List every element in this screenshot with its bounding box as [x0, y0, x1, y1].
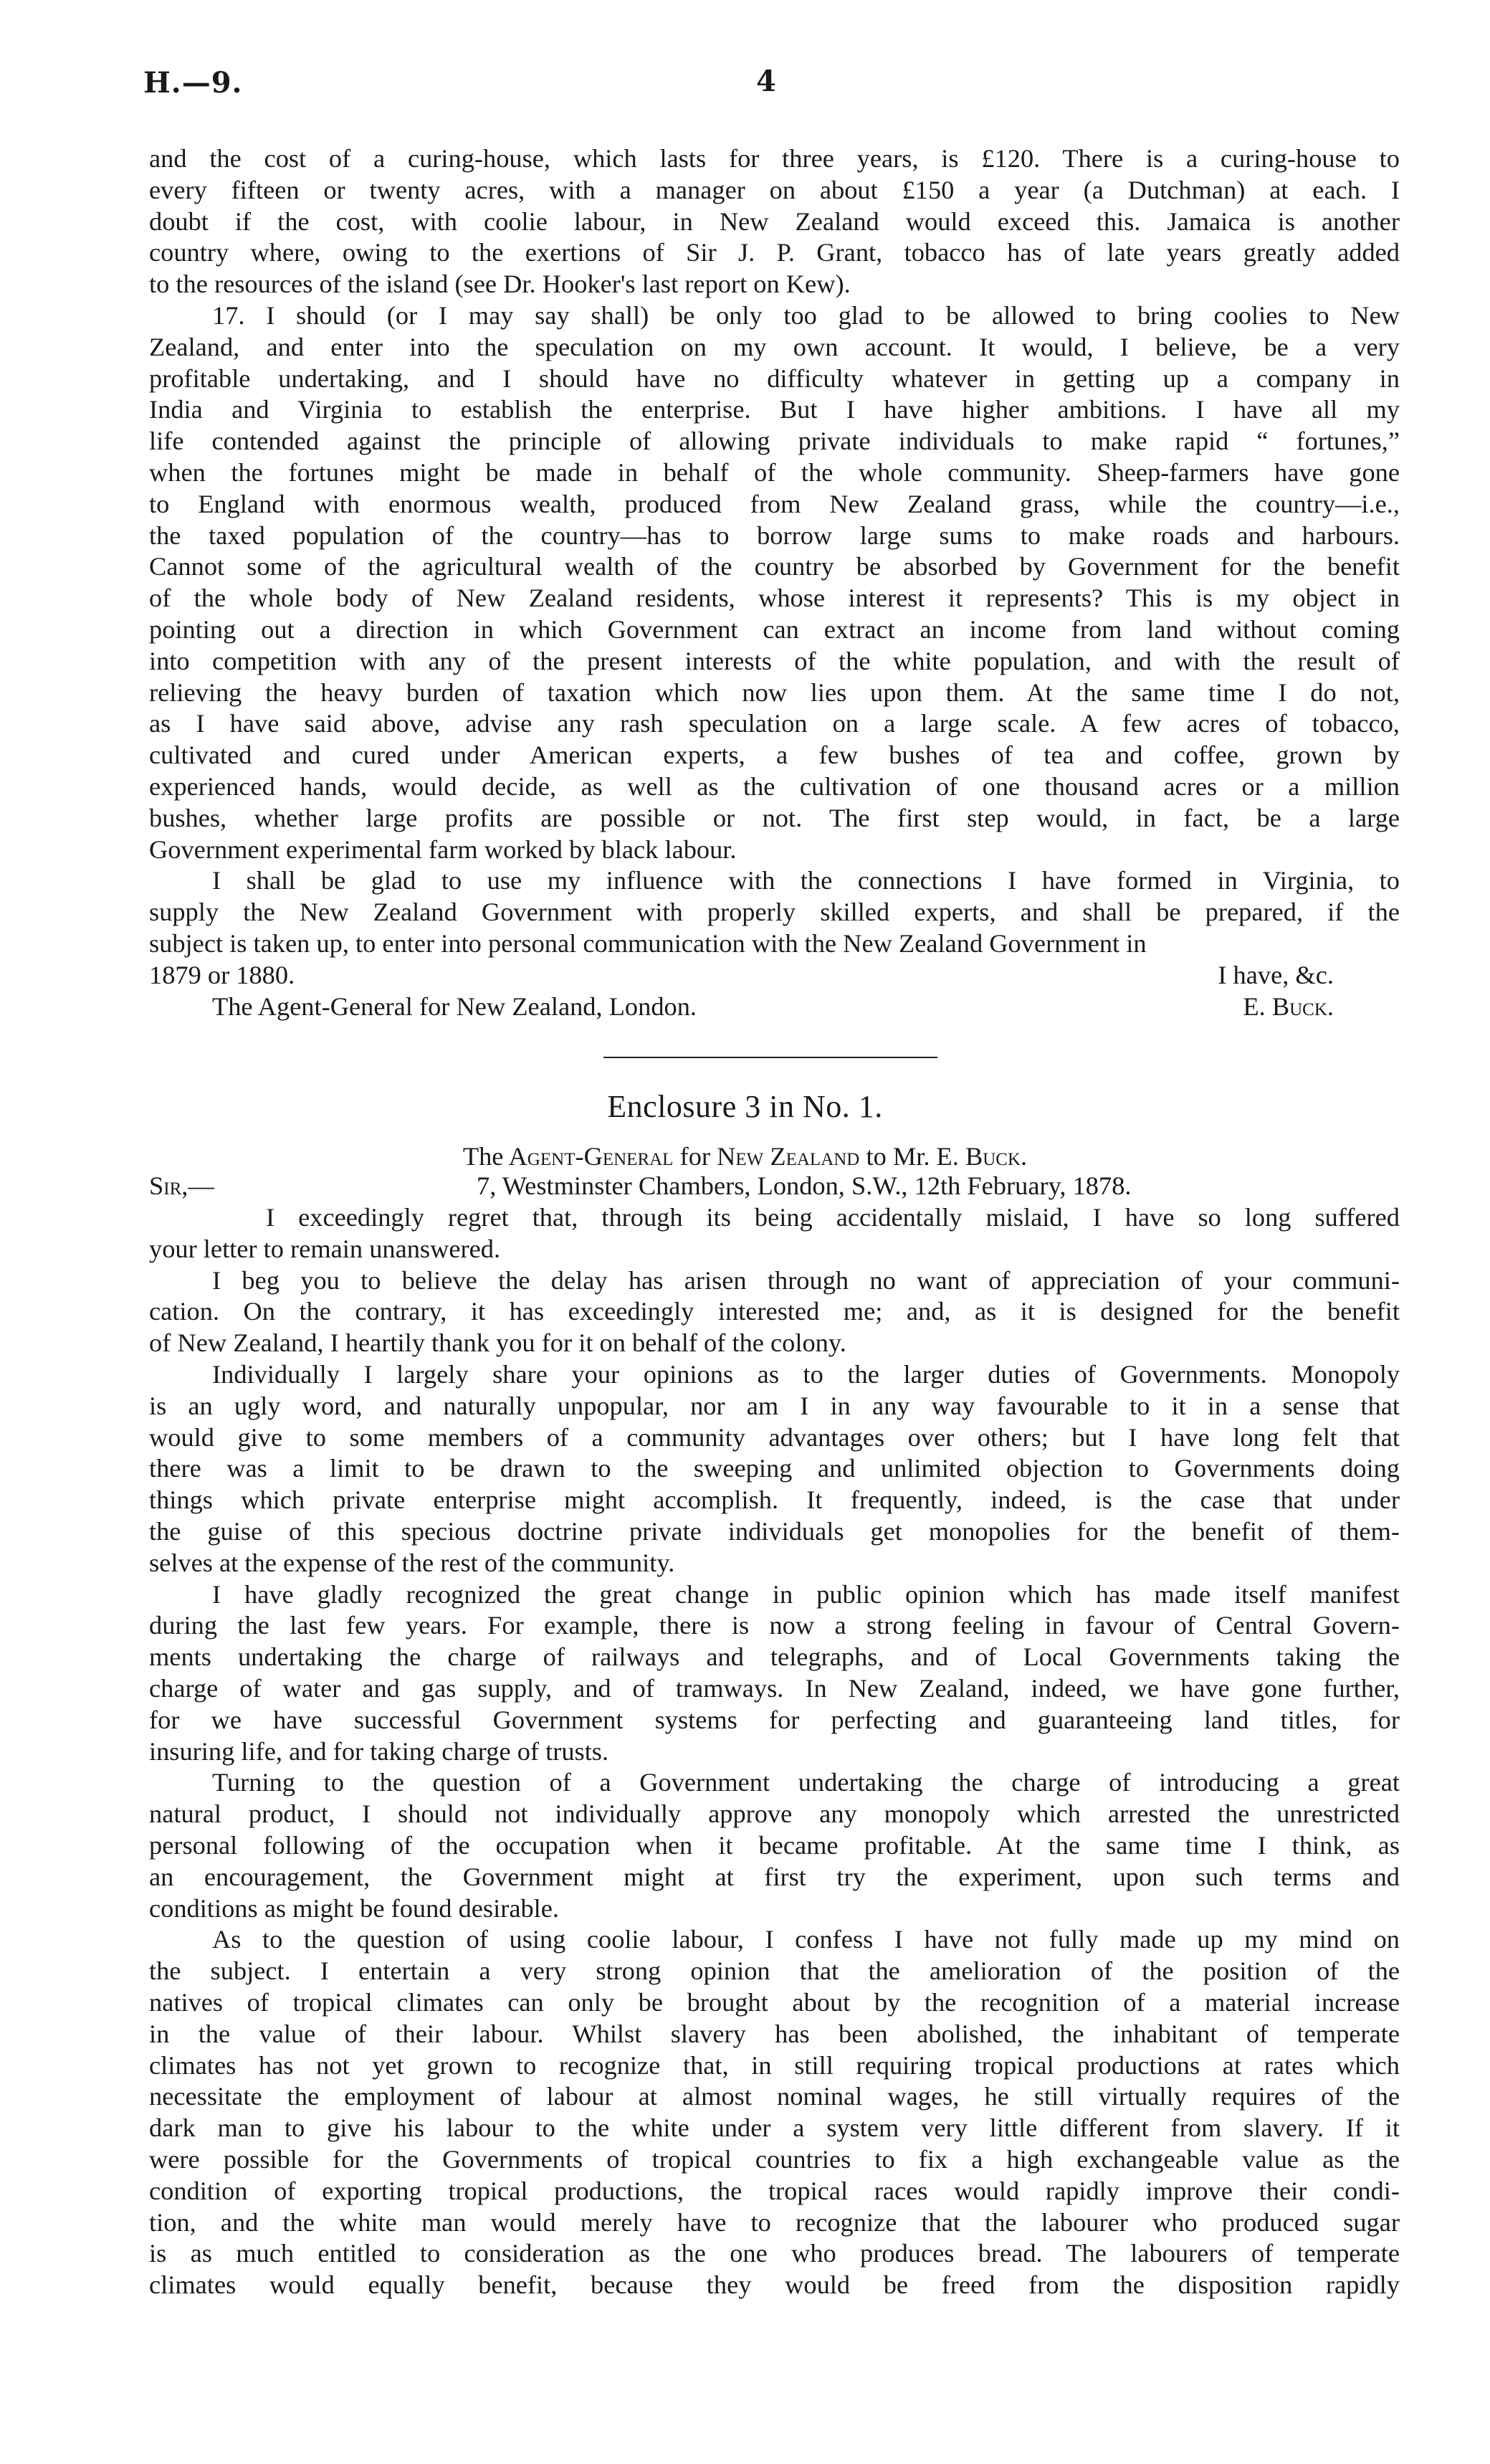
paragraph	[149, 1265, 1400, 1359]
text-line: were possible for the Governments of tropical countries to fix a high exchangeable value as the	[149, 2144, 1400, 2174]
enclosure-addressee	[0, 1141, 1490, 1171]
addressee-place: New Zealand	[717, 1142, 860, 1171]
text-line: is as much entitled to consideration as the one who produces bread. The labourers of temperate	[149, 2239, 1400, 2268]
text-line: the guise of this specious doctrine private individuals get monopolies for the benefit of them-	[149, 1516, 1400, 1546]
text-line: As to the question of using coolie labour, I confess I have not fully made up my mind on	[212, 1925, 1400, 1954]
text-line: to the resources of the island (see Dr. Hooker's last report on Kew).	[149, 270, 851, 299]
date-line: 1879 or 1880.	[149, 960, 295, 989]
text-line: dark man to give his labour to the white under a system very little different from slavery. If it	[149, 2113, 1400, 2143]
text-line: when the fortunes might be made in behalf of the whole community. Sheep-farmers have gone	[149, 457, 1400, 487]
text-line: relieving the heavy burden of taxation which now lies upon them. At the same time I do not,	[149, 677, 1400, 707]
addressee-for: for	[679, 1142, 711, 1171]
text-line: things which private enterprise might accomplish. It frequently, indeed, is the case that under	[149, 1485, 1400, 1515]
letter-continuation	[149, 143, 1400, 1022]
addressee-from: Agent-General	[508, 1142, 674, 1171]
text-line: personal following of the occupation when it became profitable. At the same time I think, as	[149, 1830, 1400, 1860]
recipient-and-signature-row	[149, 991, 1400, 1023]
text-line: climates would equally benefit, because they would be freed from the disposition rapidly	[149, 2270, 1400, 2300]
text-line: and the cost of a curing-house, which lasts for three years, is £120. There is a curing-house to	[149, 144, 1400, 173]
text-line: 17. I should (or I may say shall) be only too glad to be allowed to bring coolies to New	[212, 300, 1400, 330]
address-date: 7, Westminster Chambers, London, S.W., 12th February, 1878.	[477, 1171, 1132, 1200]
date-and-closing-row	[149, 960, 1400, 991]
text-line: to England with enormous wealth, produced from New Zealand grass, while the country—i.e.,	[149, 489, 1400, 518]
closing: I have, &c.	[1218, 960, 1334, 989]
paragraph	[149, 143, 1400, 300]
text-line: selves at the expense of the rest of the community.	[149, 1548, 675, 1577]
paragraph	[149, 300, 1400, 865]
paragraph	[149, 1202, 1400, 1265]
text-line: the subject. I entertain a very strong opinion that the amelioration of the position of the	[149, 1956, 1400, 1986]
text-line: the taxed population of the country—has to borrow large sums to make roads and harbours.	[149, 520, 1400, 550]
enclosure-letter-body	[149, 1202, 1400, 2301]
section-divider	[603, 1057, 937, 1058]
text-line: natural product, I should not individually approve any monopoly which arrested the unrestricted	[149, 1799, 1400, 1829]
salutation: Sir,—	[149, 1171, 214, 1200]
text-line: profitable undertaking, and I should have no difficulty whatever in getting up a company in	[149, 363, 1400, 393]
text-line: supply the New Zealand Government with properly skilled experts, and shall be prepared, if the	[149, 898, 1400, 927]
text-line: I exceedingly regret that, through its being accidentally mislaid, I have so long suffered	[266, 1203, 1400, 1232]
signature: E. Buck.	[1243, 991, 1334, 1021]
text-line: country where, owing to the exertions of Sir J. P. Grant, tobacco has of late years greatly added	[149, 238, 1400, 267]
text-line: Government experimental farm worked by black labour.	[149, 834, 737, 864]
text-line: of New Zealand, I heartily thank you for it on behalf of the colony.	[149, 1328, 846, 1358]
page-number: 4	[756, 65, 776, 98]
paragraph	[149, 1359, 1400, 1579]
text-line: in the value of their labour. Whilst slavery has been abolished, the inhabitant of temperate	[149, 2019, 1400, 2048]
text-line: into competition with any of the present interests of the white population, and with the result of	[149, 646, 1400, 675]
text-line: insuring life, and for taking charge of trusts.	[149, 1736, 609, 1766]
addressee-name: Buck.	[965, 1142, 1028, 1171]
recipient: The Agent-General for New Zealand, London.	[212, 991, 697, 1021]
text-line: doubt if the cost, with coolie labour, in New Zealand would exceed this. Jamaica is another	[149, 206, 1400, 236]
text-line: India and Virginia to establish the enterprise. But I have higher ambitions. I have all my	[149, 395, 1400, 424]
text-line: charge of water and gas supply, and of tramways. In New Zealand, indeed, we have gone further,	[149, 1673, 1400, 1703]
text-line: as I have said above, advise any rash speculation on a large scale. A few acres of tobacco,	[149, 709, 1400, 738]
text-line: condition of exporting tropical productions, the tropical races would rapidly improve their condi-	[149, 2176, 1400, 2205]
text-line: conditions as might be found desirable.	[149, 1893, 560, 1923]
text-line: of the whole body of New Zealand residents, whose interest it represents? This is my object in	[149, 584, 1400, 613]
salutation-row	[149, 1171, 1400, 1202]
text-line: bushes, whether large profits are possible or not. The first step would, in fact, be a large	[149, 803, 1400, 832]
text-line: pointing out a direction in which Government can extract an income from land without coming	[149, 614, 1400, 644]
text-line: Individually I largely share your opinions as to the larger duties of Governments. Monopoly	[212, 1359, 1400, 1389]
text-line: an encouragement, the Government might at first try the experiment, upon such terms and	[149, 1862, 1400, 1891]
enclosure-title: Enclosure 3 in No. 1.	[607, 1089, 883, 1124]
text-line: every fifteen or twenty acres, with a manager on about £150 a year (a Dutchman) at each. I	[149, 175, 1400, 204]
text-line: for we have successful Government systems for perfecting and guaranteeing land titles, for	[149, 1705, 1400, 1734]
text-line: tion, and the white man would merely have to recognize that the labourer who produced sugar	[149, 2207, 1400, 2237]
text-line: experienced hands, would decide, as well as the cultivation of one thousand acres or a million	[149, 771, 1400, 801]
text-line: ments undertaking the charge of railways and telegraphs, and of Local Governments taking the	[149, 1642, 1400, 1672]
text-line: cation. On the contrary, it has exceedingly interested me; and, as it is designed for the benefit	[149, 1297, 1400, 1326]
text-line: life contended against the principle of allowing private individuals to make rapid “ fortunes,”	[149, 427, 1400, 456]
text-line: subject is taken up, to enter into personal communication with the New Zealand Government in	[149, 928, 1147, 958]
paragraph	[149, 1579, 1400, 1768]
text-line: I beg you to believe the delay has arisen through no want of appreciation of your communi-	[212, 1265, 1400, 1295]
document-reference: H.—9.	[143, 66, 243, 100]
text-line: is an ugly word, and naturally unpopular, nor am I in any way favourable to it in a sense that	[149, 1391, 1400, 1420]
text-line: Zealand, and enter into the speculation on my own account. It would, I believe, be a very	[149, 332, 1400, 361]
text-line: during the last few years. For example, there is now a strong feeling in favour of Central Govern-	[149, 1611, 1400, 1640]
paragraph	[149, 865, 1400, 959]
text-line: would give to some members of a community advantages over others; but I have long felt that	[149, 1422, 1400, 1452]
paragraph	[149, 1767, 1400, 1924]
addressee-prefix: The	[462, 1142, 504, 1171]
text-line: there was a limit to be drawn to the sweeping and unlimited objection to Governments doing	[149, 1454, 1400, 1483]
paragraph	[149, 1924, 1400, 2301]
text-line: climates has not yet grown to recognize that, in still requiring tropical productions at rates which	[149, 2050, 1400, 2080]
text-line: your letter to remain unanswered.	[149, 1234, 501, 1263]
text-line: Cannot some of the agricultural wealth of the country be absorbed by Government for the benefit	[149, 552, 1400, 581]
text-line: cultivated and cured under American experts, a few bushes of tea and coffee, grown by	[149, 741, 1400, 770]
text-line: I have gladly recognized the great change in public opinion which has made itself manifest	[212, 1579, 1400, 1609]
text-line: Turning to the question of a Government undertaking the charge of introducing a great	[212, 1768, 1400, 1797]
text-line: natives of tropical climates can only be brought about by the recognition of a material increase	[149, 1987, 1400, 2017]
text-line: I shall be glad to use my influence with the connections I have formed in Virginia, to	[212, 866, 1400, 895]
text-line: necessitate the employment of labour at almost nominal wages, he still virtually requires of the	[149, 2082, 1400, 2111]
addressee-to: to Mr. E.	[866, 1142, 959, 1171]
